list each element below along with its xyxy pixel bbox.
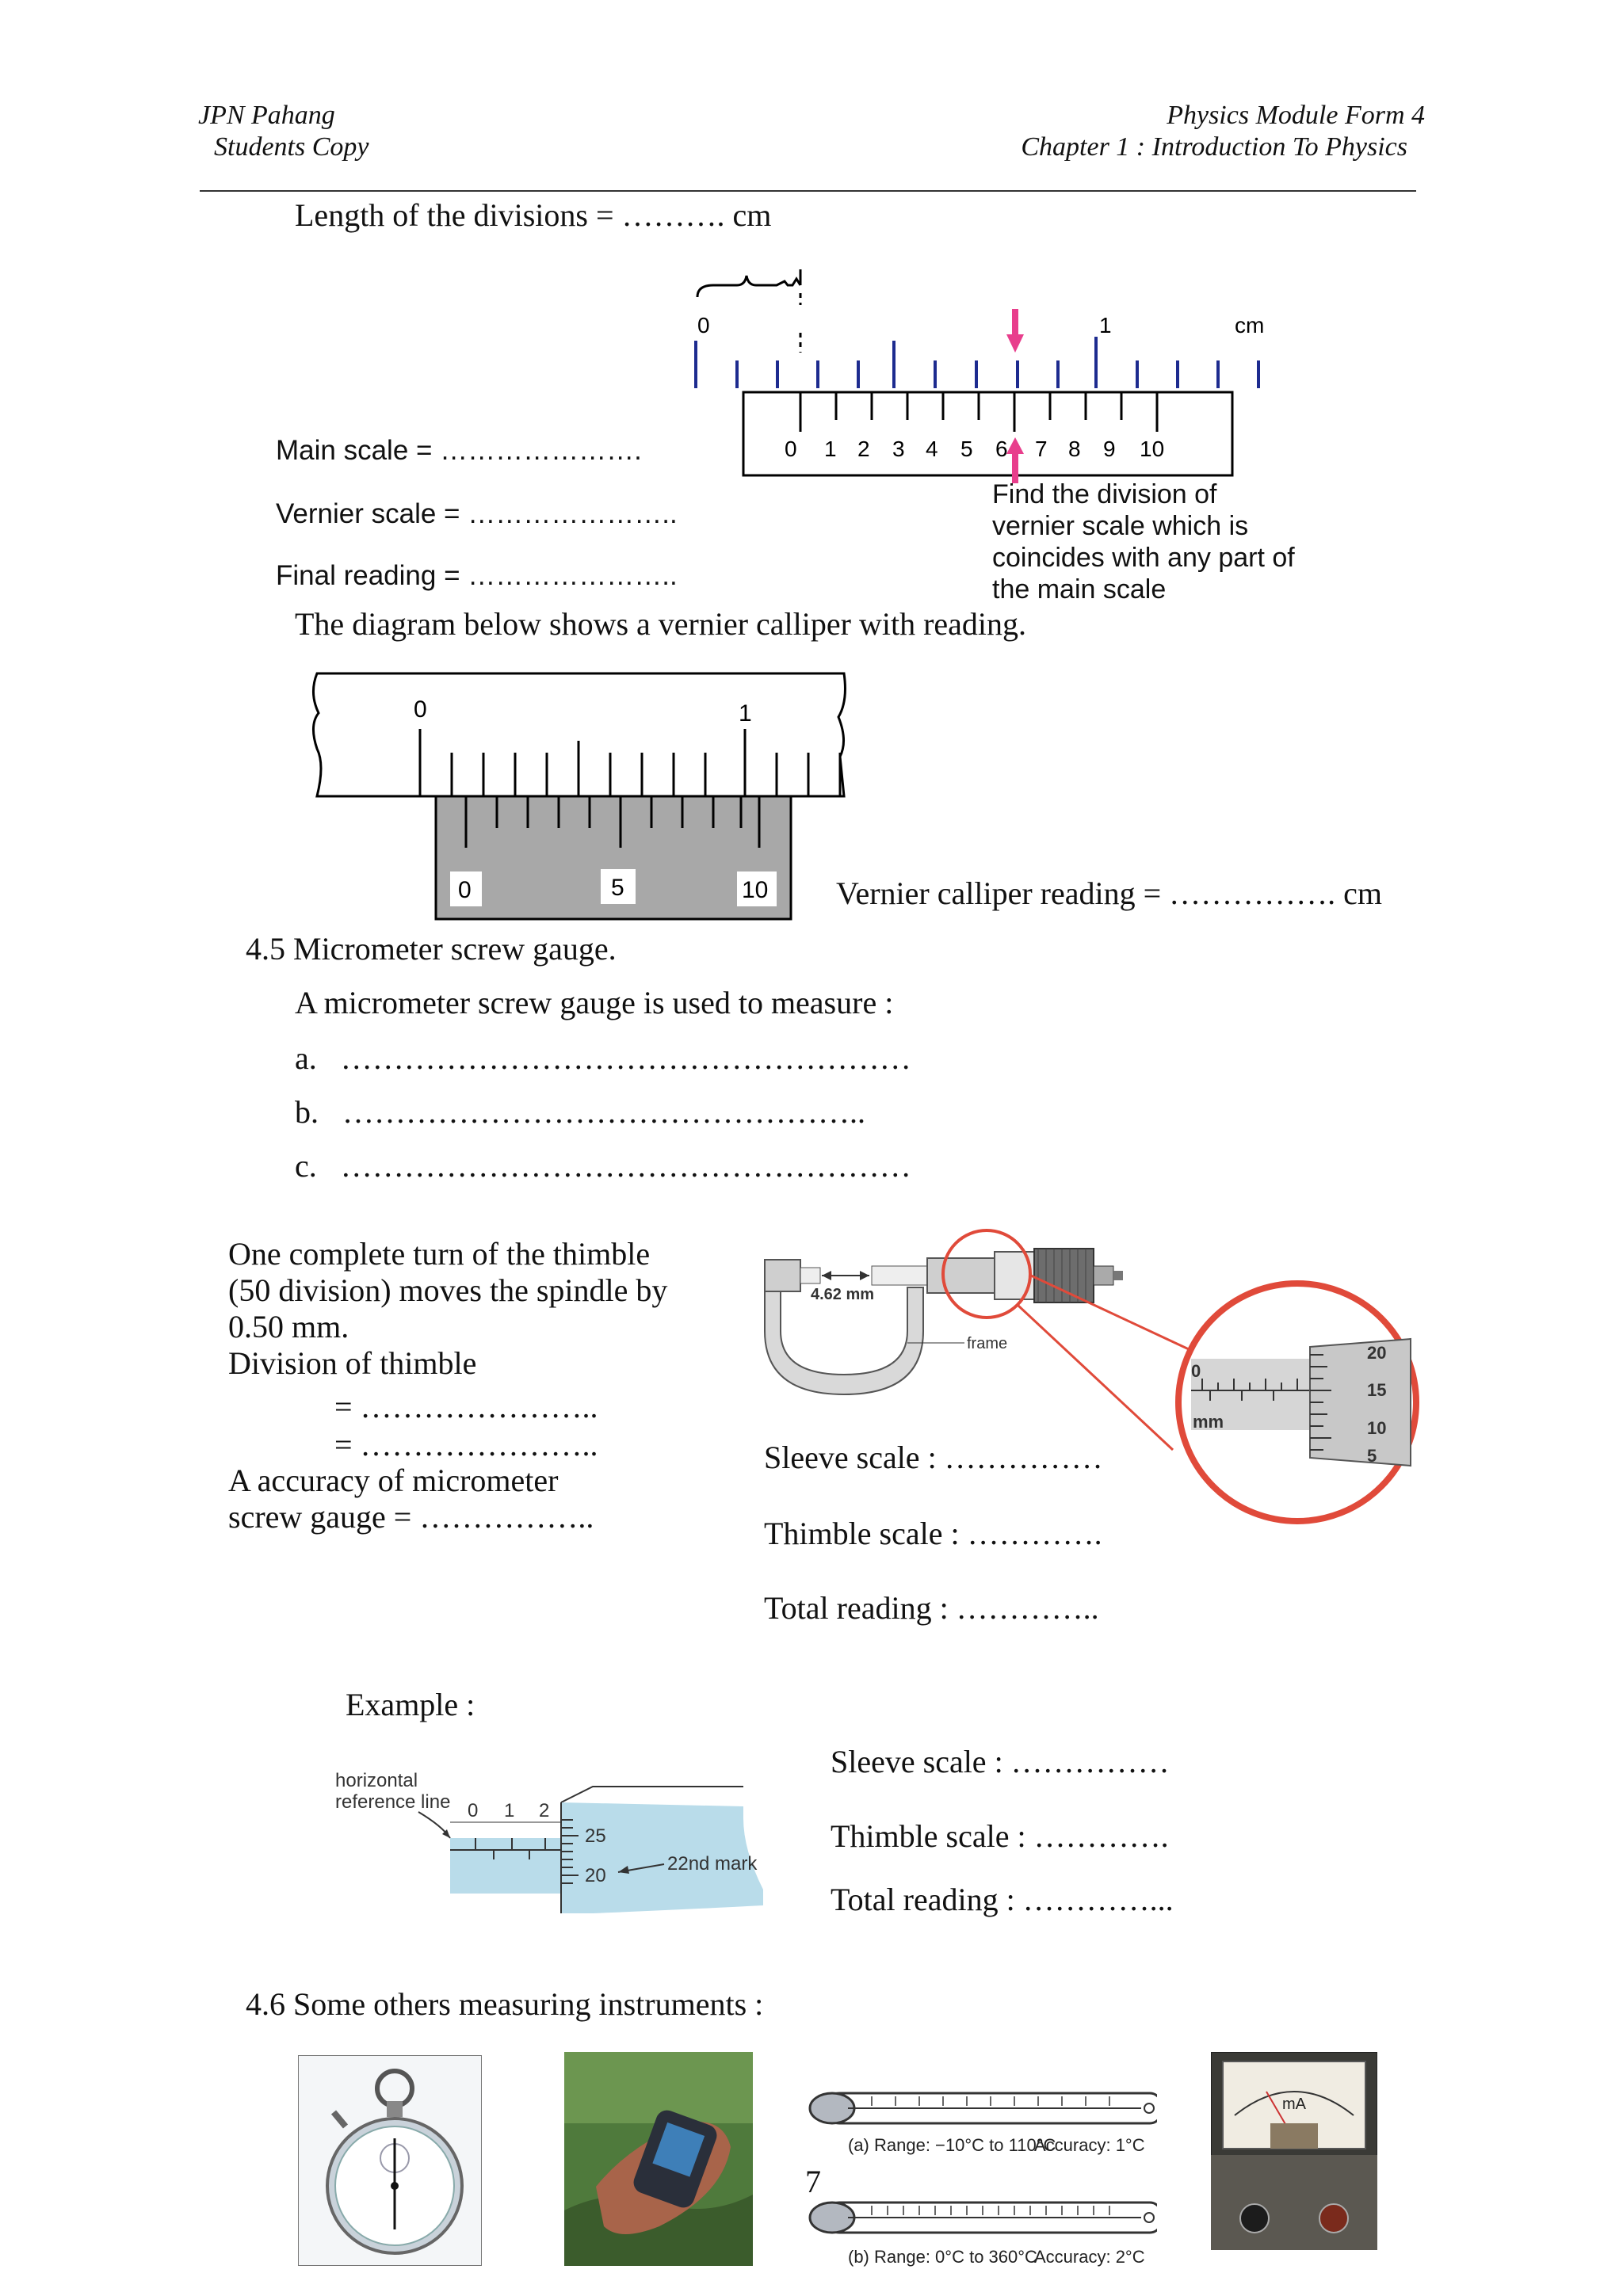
zoom-tick-20: 20 xyxy=(1367,1343,1387,1363)
others-heading: 4.6 Some others measuring instruments : xyxy=(246,1986,764,2022)
micrometer-frame-label: frame xyxy=(967,1335,1008,1352)
vernier-digit: 6 xyxy=(995,437,1008,461)
main-scale-unit: cm xyxy=(1235,313,1265,338)
micrometer-thimble xyxy=(1034,1249,1094,1302)
length-divisions-text: Length of the divisions = ………. cm xyxy=(295,197,772,233)
sleeve-num-1: 1 xyxy=(504,1800,515,1821)
calliper-reading: Vernier calliper reading = ……………. cm xyxy=(836,875,1383,911)
vernier-digit: 4 xyxy=(926,437,938,461)
vernier-digit: 3 xyxy=(892,437,905,461)
final-reading: Final reading = ………………….. xyxy=(276,560,678,591)
ammeter-unit: mA xyxy=(1282,2096,1306,2113)
header-left-line1: JPN Pahang xyxy=(198,101,335,130)
page-number: 7 xyxy=(805,2164,821,2199)
vernier-scale-diagram xyxy=(682,261,1284,491)
calliper-vernier-five: 5 xyxy=(611,875,624,901)
terminal-black xyxy=(1240,2204,1269,2233)
thermo-b-range: (b) Range: 0°C to 360°C xyxy=(848,2247,1037,2267)
micrometer-measure-label: 4.62 mm xyxy=(811,1286,875,1303)
calliper-intro: The diagram below shows a vernier calliper with reading. xyxy=(295,606,1027,642)
list-item-a: a. ……………………………………………… xyxy=(295,1040,911,1076)
header-right-line2: Chapter 1 : Introduction To Physics xyxy=(1021,132,1407,162)
example-total-reading: Total reading : …………... xyxy=(831,1882,1174,1917)
header-rule xyxy=(200,190,1416,192)
thimble-eq1: = ………………….. xyxy=(334,1389,598,1425)
list-item-c: c. ……………………………………………… xyxy=(295,1148,911,1184)
micrometer-total-reading: Total reading : ………….. xyxy=(764,1590,1099,1626)
vernier-digit: 5 xyxy=(960,437,973,461)
thimble-eq2: = ………………….. xyxy=(334,1427,598,1463)
vernier-digit: 10 xyxy=(1140,437,1165,461)
vernier-box xyxy=(743,392,1232,475)
vernier-digit: 2 xyxy=(857,437,870,461)
thermo-a-range: (a) Range: −10°C to 110°C xyxy=(848,2135,1056,2155)
micrometer-diagram xyxy=(749,1212,1454,1553)
accuracy-text: A accuracy of micrometer screw gauge = …………….. xyxy=(228,1463,594,1535)
calliper-main-zero: 0 xyxy=(414,696,427,723)
thimble-num-20: 20 xyxy=(585,1865,606,1886)
stopwatch-image xyxy=(298,2055,482,2266)
ref-line-label-2: reference line xyxy=(335,1791,451,1813)
example-micrometer-diagram xyxy=(331,1763,775,1913)
thimble-explanation: One complete turn of the thimble (50 division) moves the spindle by 0.50 mm. Division of thimble xyxy=(228,1236,668,1381)
vernier-scale-reading: Vernier scale = ………………….. xyxy=(276,498,678,529)
example-thimble-scale: Thimble scale : …………. xyxy=(831,1818,1169,1854)
zoom-tick-15: 15 xyxy=(1367,1380,1387,1400)
thermometers-image xyxy=(800,2084,1157,2274)
vernier-digit: 9 xyxy=(1103,437,1116,461)
main-scale-zero: 0 xyxy=(697,313,710,338)
thermo-b-accuracy: Accuracy: 2°C xyxy=(1034,2247,1145,2267)
example-sleeve-scale: Sleeve scale : …………… xyxy=(831,1744,1170,1779)
calliper-diagram xyxy=(301,669,856,927)
thimble-num-25: 25 xyxy=(585,1825,606,1847)
mark-22-label: 22nd mark xyxy=(667,1853,758,1875)
calliper-vernier-ten: 10 xyxy=(742,877,769,903)
calliper-vernier-zero: 0 xyxy=(458,877,472,903)
ref-line-label-1: horizontal xyxy=(335,1770,418,1791)
main-scale-one: 1 xyxy=(1099,313,1112,338)
micrometer-sleeve-scale: Sleeve scale : …………… xyxy=(764,1440,1103,1475)
thermo-a-accuracy: Accuracy: 1°C xyxy=(1034,2135,1145,2155)
main-scale-reading: Main scale = …………………. xyxy=(276,435,642,466)
handheld-meter-image xyxy=(564,2052,753,2266)
header-left-line2: Students Copy xyxy=(214,132,369,162)
main-scale-ticks xyxy=(696,337,1258,388)
list-item-b: b. ………………………………………….. xyxy=(295,1094,865,1130)
zoom-tick-5: 5 xyxy=(1367,1446,1377,1466)
terminal-red xyxy=(1319,2204,1348,2233)
sleeve-num-2: 2 xyxy=(539,1800,550,1821)
sleeve-num-0: 0 xyxy=(468,1800,479,1821)
bracket-mark xyxy=(697,276,800,297)
vernier-digit: 0 xyxy=(785,437,797,461)
micrometer-used-to: A micrometer screw gauge is used to measure : xyxy=(295,985,894,1020)
vernier-digit: 1 xyxy=(824,437,837,461)
micrometer-heading: 4.5 Micrometer screw gauge. xyxy=(246,931,617,967)
example-label: Example : xyxy=(346,1687,475,1722)
zoom-tick-10: 10 xyxy=(1367,1418,1387,1438)
zoom-zero: 0 xyxy=(1191,1361,1201,1381)
vernier-digit: 7 xyxy=(1035,437,1048,461)
ammeter-image xyxy=(1211,2052,1377,2250)
zoom-mm: mm xyxy=(1193,1412,1224,1432)
coincide-hint: Find the division of vernier scale which is coincides with any part of the main scale xyxy=(992,479,1295,605)
vernier-digit: 8 xyxy=(1068,437,1081,461)
calliper-main-one: 1 xyxy=(739,700,752,727)
header-right-line1: Physics Module Form 4 xyxy=(1167,101,1425,130)
micrometer-thimble-scale: Thimble scale : …………. xyxy=(764,1516,1102,1551)
